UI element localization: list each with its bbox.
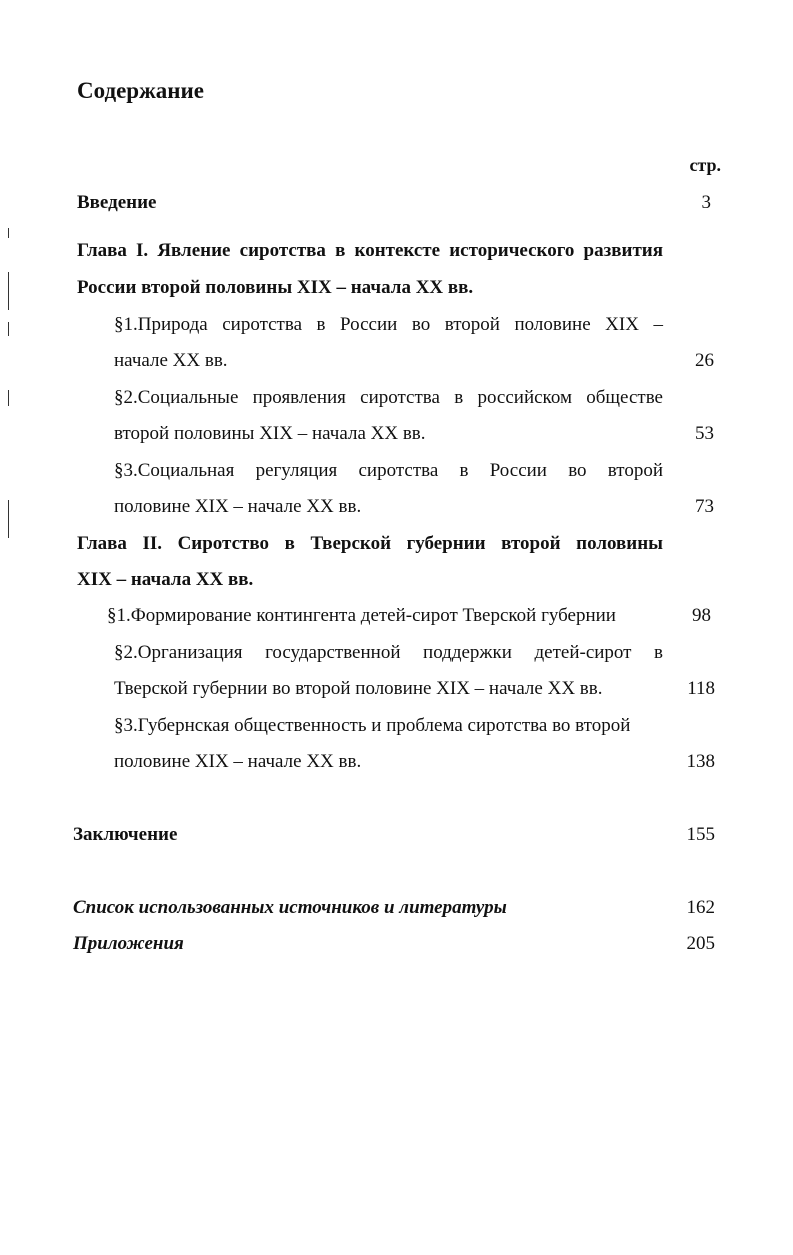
toc-appendix-label[interactable]: Приложения (73, 933, 184, 954)
chapter1-section2-line2[interactable]: второй половины XIX – начала XX вв. (114, 423, 426, 444)
chapter1-section1-line2[interactable]: начале XX вв. (114, 350, 228, 371)
chapter2-section1-page: 98 (692, 605, 711, 626)
toc-appendix-page: 205 (686, 933, 715, 954)
chapter1-title-line1[interactable]: Глава I. Явление сиротства в контексте исторического развития (77, 240, 663, 261)
chapter2-section2-page: 118 (687, 678, 715, 699)
chapter2-section1-line1[interactable]: §1.Формирование контингента детей-сирот Тверской губернии (107, 605, 616, 626)
toc-conclusion-label[interactable]: Заключение (73, 824, 178, 845)
chapter2-section2-line2[interactable]: Тверской губернии во второй половине XIX – начале XX вв. (114, 678, 603, 699)
chapter2-section2-line1[interactable]: §2.Организация государственной поддержки детей-сирот в (114, 642, 663, 663)
chapter1-section3-line1[interactable]: §3.Социальная регуляция сиротства в России во второй (114, 460, 663, 481)
toc-sources-page: 162 (686, 897, 715, 918)
chapter1-section1-page: 26 (695, 350, 714, 371)
chapter2-title-line2[interactable]: XIX – начала XX вв. (77, 569, 254, 590)
chapter1-section1-line1[interactable]: §1.Природа сиротства в России во второй половине XIX – (114, 314, 663, 335)
page-title: Содержание (77, 78, 204, 103)
margin-mark (8, 390, 9, 406)
chapter1-section3-line2[interactable]: половине XIX – начале XX вв. (114, 496, 362, 517)
chapter2-section3-page: 138 (686, 751, 715, 772)
margin-mark (8, 272, 9, 310)
page-column-label: стр. (689, 155, 721, 175)
chapter1-title-line2[interactable]: России второй половины XIX – начала XX вв. (77, 277, 474, 298)
toc-intro-page: 3 (701, 192, 711, 213)
chapter1-section3-page: 73 (695, 496, 714, 517)
margin-mark (8, 228, 9, 238)
chapter2-section3-line1[interactable]: §3.Губернская общественность и проблема сиротства во второй (114, 715, 631, 736)
margin-mark (8, 322, 9, 336)
chapter1-section2-line1[interactable]: §2.Социальные проявления сиротства в российском обществе (114, 387, 663, 408)
chapter2-title-line1[interactable]: Глава II. Сиротство в Тверской губернии второй половины (77, 533, 663, 554)
toc-intro-label[interactable]: Введение (77, 192, 157, 213)
chapter2-section3-line2[interactable]: половине XIX – начале XX вв. (114, 751, 362, 772)
chapter1-section2-page: 53 (695, 423, 714, 444)
toc-sources-label[interactable]: Список использованных источников и литературы (73, 897, 507, 918)
margin-mark (8, 500, 9, 538)
toc-conclusion-page: 155 (686, 824, 715, 845)
